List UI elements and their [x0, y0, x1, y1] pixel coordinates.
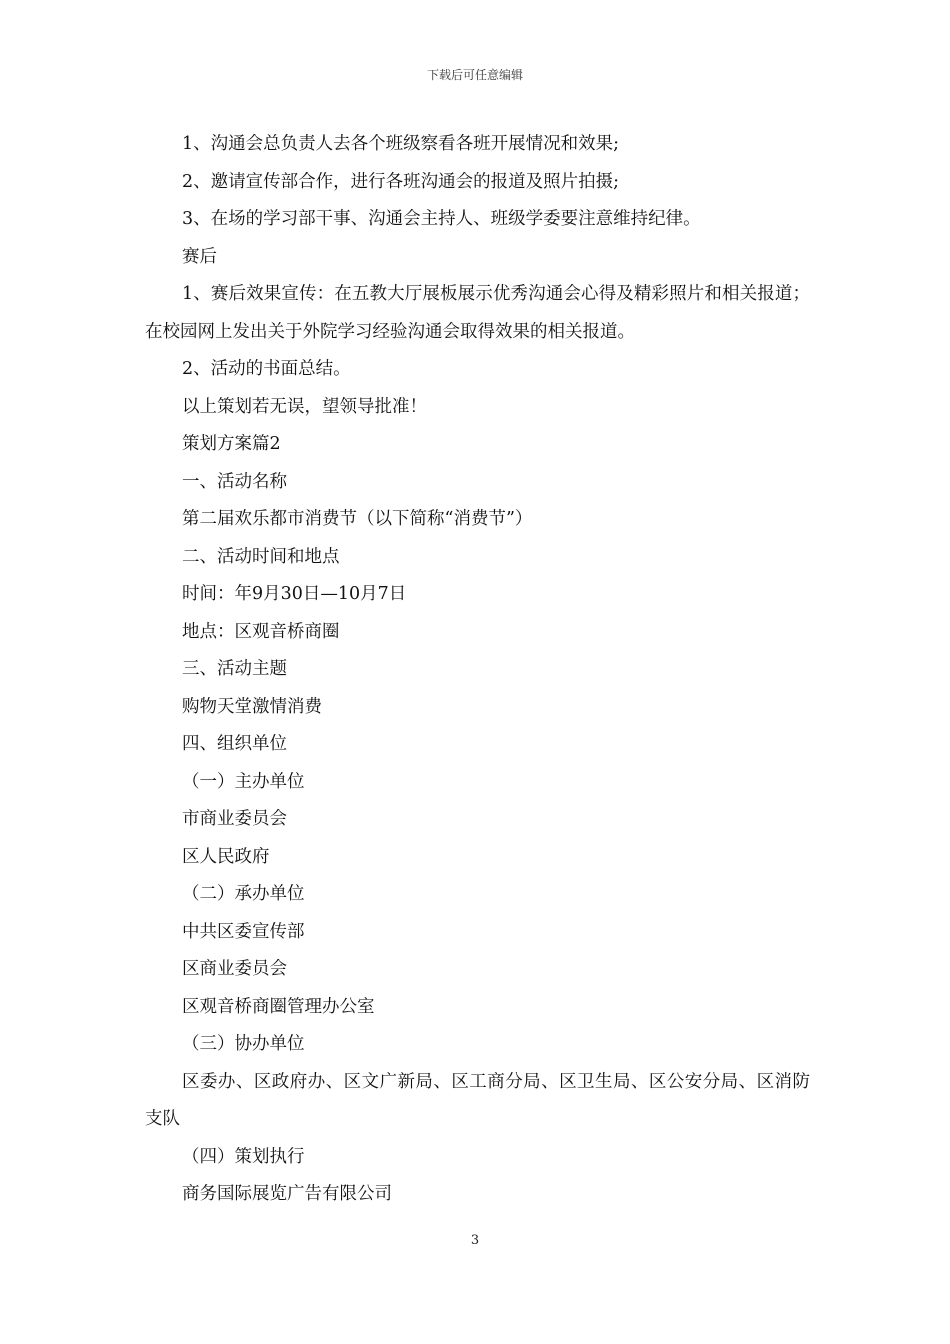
subsection-heading: （一）主办单位 — [182, 771, 305, 792]
paragraph: 区商业委员会 — [182, 959, 287, 979]
paragraph: 购物天堂激情消费 — [182, 696, 322, 717]
section-heading: 策划方案篇2 — [182, 434, 281, 454]
paragraph: 区人民政府 — [182, 846, 270, 867]
page-header: 下载后可任意编辑 — [426, 68, 523, 82]
section-heading: 一、活动名称 — [182, 471, 287, 492]
page-number: 3 — [470, 1233, 480, 1248]
paragraph: 时间：年9月30日—10月7日 — [182, 584, 407, 604]
paragraph: 3、在场的学习部干事、沟通会主持人、班级学委要注意维持纪律。 — [182, 209, 701, 229]
paragraph: 2、活动的书面总结。 — [182, 359, 351, 379]
section-heading: 二、活动时间和地点 — [182, 546, 340, 567]
subsection-heading: （二）承办单位 — [182, 884, 305, 904]
paragraph: 1、沟通会总负责人去各个班级察看各班开展情况和效果; — [182, 134, 620, 154]
paragraph: 市商业委员会 — [182, 809, 287, 829]
paragraph: 区观音桥商圈管理办公室 — [182, 996, 375, 1017]
paragraph: 第二届欢乐都市消费节（以下简称“消费节”） — [182, 509, 533, 529]
paragraph: 地点：区观音桥商圈 — [182, 621, 340, 642]
paragraph: 区委办、区政府办、区文广新局、区工商分局、区卫生局、区公安分局、区消防支队 — [145, 1071, 810, 1129]
subsection-heading: （三）协办单位 — [182, 1034, 305, 1054]
document-body — [145, 126, 810, 1214]
paragraph: 1、赛后效果宣传：在五教大厅展板展示优秀沟通会心得及精彩照片和相关报道；在校园网上发出关于外院学习经验沟通会取得效果的相关报道。 — [145, 284, 810, 342]
paragraph: 2、邀请宣传部合作，进行各班沟通会的报道及照片拍摄; — [182, 171, 620, 192]
paragraph: 商务国际展览广告有限公司 — [182, 1184, 392, 1204]
section-heading: 四、组织单位 — [182, 734, 287, 754]
subsection-heading: （四）策划执行 — [182, 1146, 305, 1167]
section-heading: 三、活动主题 — [182, 659, 287, 679]
paragraph: 中共区委宣传部 — [182, 921, 305, 942]
paragraph: 以上策划若无误，望领导批准！ — [182, 396, 427, 417]
section-heading: 赛后 — [182, 246, 217, 267]
